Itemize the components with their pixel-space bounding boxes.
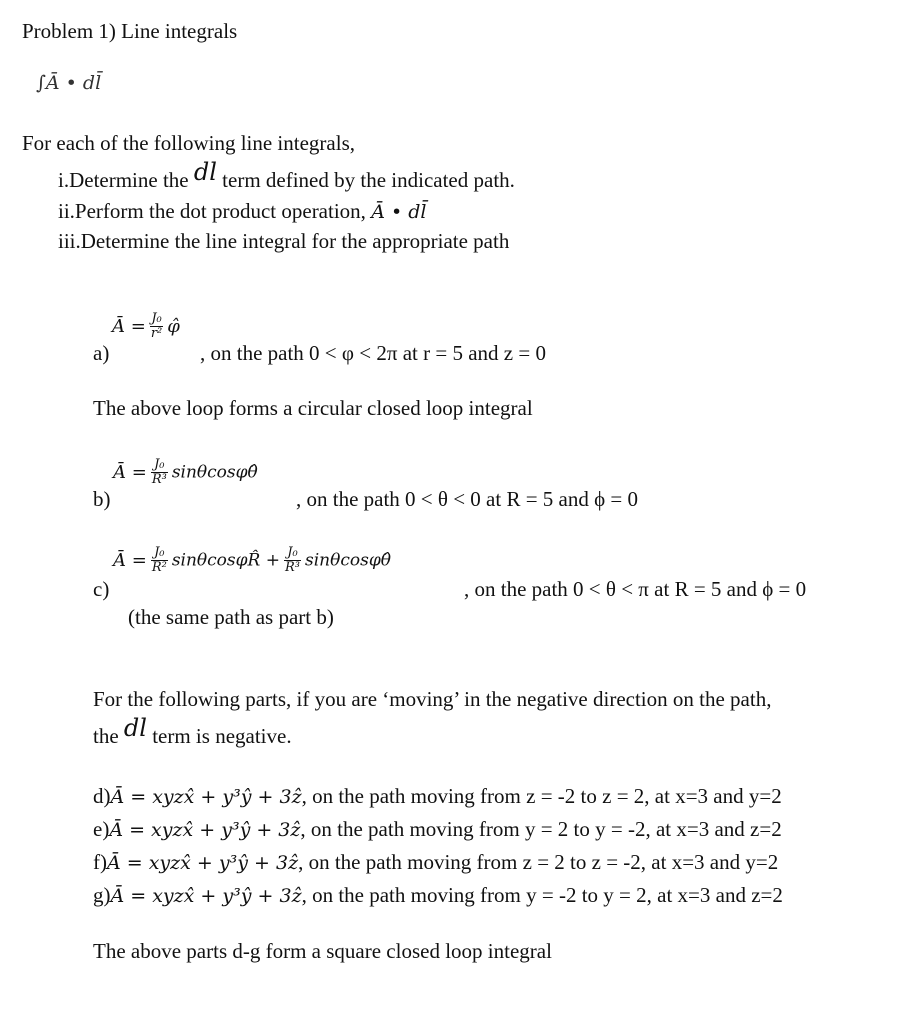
part-e — [93, 816, 783, 849]
part-a-note: The above loop forms a circular closed loop integral — [93, 396, 533, 420]
part-e-path: , on the path moving from y = 2 to y = -2, at x=3 and z=2 — [300, 817, 782, 841]
part-a-unit-vector: φ̂ — [167, 316, 180, 337]
step-i — [58, 158, 515, 193]
part-c-expression-1: sinθcosφR̂ + — [171, 550, 280, 571]
closing-note: The above parts d-g form a square closed loop integral — [93, 939, 552, 963]
part-c-numerator-1: J₀ — [151, 546, 168, 561]
part-c-path: , on the path 0 < θ < π at R = 5 and ϕ = 0 — [464, 577, 807, 601]
problem-title: Problem 1) Line integrals — [22, 19, 238, 43]
part-c-expression-2: sinθcosφθ̂ — [305, 550, 391, 571]
part-e-label: e) — [93, 817, 110, 841]
part-g-label: g) — [93, 883, 111, 907]
direction-note-dl: dl — [123, 714, 147, 742]
part-a-denominator: r² — [150, 326, 163, 341]
step-ii-text: ii.Perform the dot product operation, — [58, 199, 372, 223]
direction-note-line-2 — [93, 714, 292, 749]
part-a-label: a) — [93, 341, 110, 365]
parts-d-to-g — [93, 783, 783, 915]
part-c-denominator-1: R² — [151, 560, 167, 575]
step-ii-math: Ā • dl̄ — [371, 201, 427, 223]
direction-note-line-1: For the following parts, if you are ‘moving’ in the negative direction on the path, — [93, 687, 772, 711]
direction-note-after: term is negative. — [146, 724, 292, 748]
step-ii — [58, 198, 426, 225]
part-g — [93, 882, 783, 915]
part-g-path: , on the path moving from y = -2 to y = 2, at x=3 and z=2 — [301, 883, 783, 907]
part-a-numerator: J₀ — [151, 311, 162, 326]
part-b-lhs: Ā = — [113, 462, 147, 483]
part-c-denominator-2: R³ — [285, 560, 300, 575]
part-c-fraction-1 — [151, 546, 168, 575]
part-a-equation — [112, 312, 180, 341]
part-e-expression: Ā = xyzx̂ + y³ŷ + 3ẑ — [109, 819, 301, 841]
step-iii: iii.Determine the line integral for the appropriate path — [58, 229, 510, 253]
part-b-numerator: J₀ — [151, 458, 168, 473]
part-d — [93, 783, 783, 816]
part-f — [93, 849, 783, 882]
part-c-equation — [113, 546, 391, 575]
part-c-note: (the same path as part b) — [128, 605, 334, 629]
part-b-label: b) — [93, 487, 111, 511]
part-d-label: d) — [93, 784, 111, 808]
part-b-path: , on the path 0 < θ < 0 at R = 5 and ϕ = 0 — [296, 487, 639, 511]
part-b-expression: sinθcosφθ̂ — [171, 462, 258, 483]
part-g-expression: Ā = xyzx̂ + y³ŷ + 3ẑ — [110, 885, 302, 907]
part-b-fraction — [151, 458, 168, 487]
step-i-text-after: term defined by the indicated path. — [216, 168, 515, 192]
part-c-label: c) — [93, 577, 110, 601]
step-i-text-before: i.Determine the — [58, 168, 194, 192]
part-b-denominator: R³ — [151, 472, 167, 487]
part-d-path: , on the path moving from z = -2 to z = 2, at x=3 and y=2 — [301, 784, 782, 808]
part-a-path: , on the path 0 < φ < 2π at r = 5 and z = 0 — [200, 341, 546, 365]
part-d-expression: Ā = xyzx̂ + y³ŷ + 3ẑ — [110, 786, 302, 808]
part-c-fraction-2 — [284, 546, 301, 575]
part-a-fraction — [150, 312, 163, 341]
direction-note-before: the — [93, 724, 124, 748]
line-integral-formula: ∫Ā • dl̄ — [36, 72, 102, 94]
part-a-lhs: Ā = — [112, 316, 146, 337]
part-f-path: , on the path moving from z = 2 to z = -2, at x=3 and y=2 — [298, 850, 779, 874]
part-c-lhs: Ā = — [113, 550, 147, 571]
part-f-label: f) — [93, 850, 107, 874]
step-i-dl: dl — [193, 158, 217, 186]
part-c-numerator-2: J₀ — [284, 546, 301, 561]
part-f-expression: Ā = xyzx̂ + y³ŷ + 3ẑ — [107, 852, 299, 874]
intro-lead: For each of the following line integrals, — [22, 131, 355, 155]
part-b-equation — [113, 458, 258, 487]
